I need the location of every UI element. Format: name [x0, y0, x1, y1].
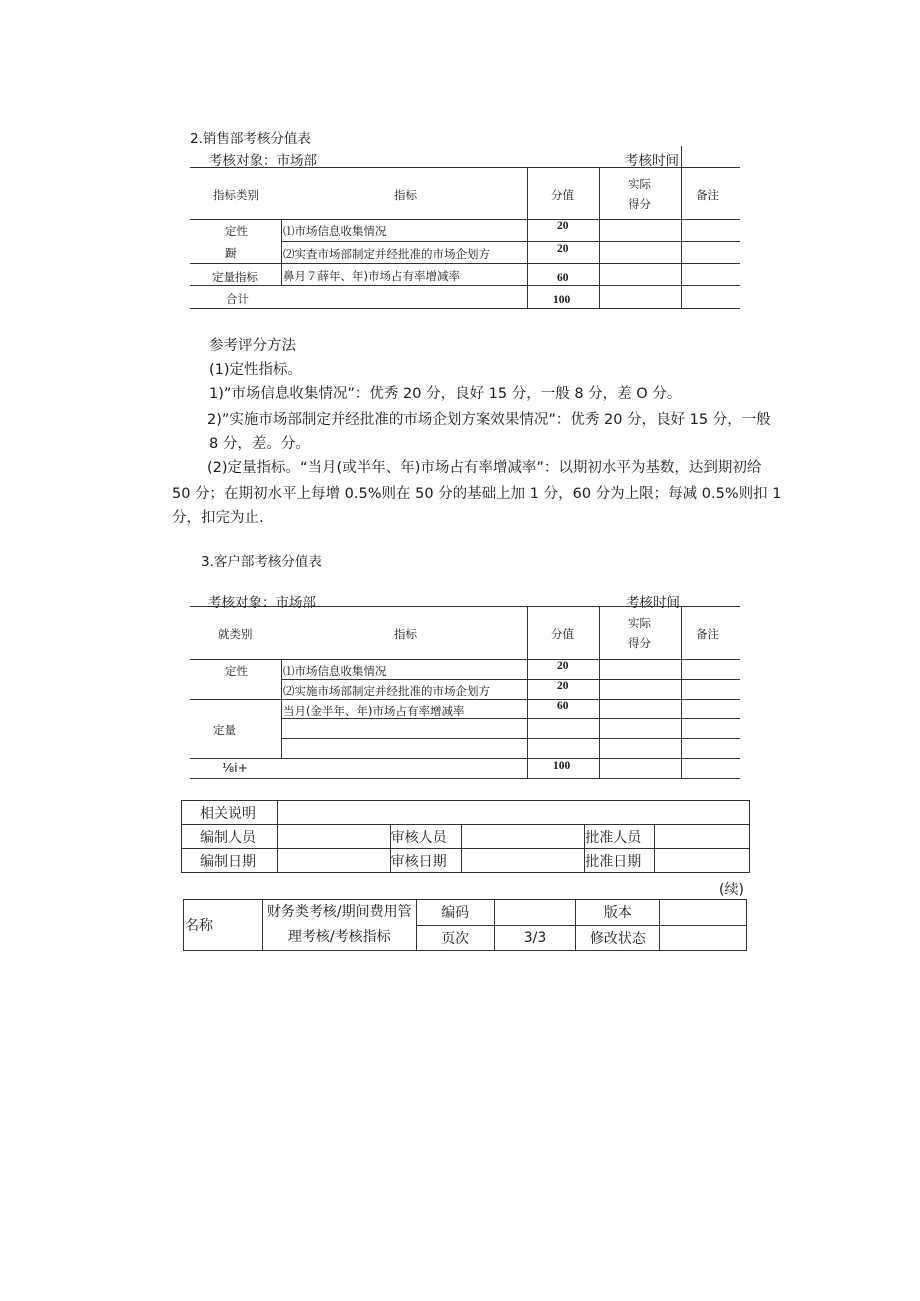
method-title: 参考评分方法: [209, 338, 296, 354]
client-header-note: 备注: [696, 627, 719, 641]
edit-date-label: 编制日期: [182, 849, 278, 873]
approver-label: 批准人员: [585, 825, 655, 849]
review-date-label: 审核日期: [390, 849, 461, 873]
approve-date-label: 批准日期: [585, 849, 655, 873]
related-value: [277, 801, 749, 825]
client-row1-score: 20: [557, 660, 569, 672]
reviewer-value: [461, 825, 585, 849]
method-line-4: 8 分，差。分。: [209, 436, 310, 452]
sales-header-indicator: 指标: [394, 188, 417, 202]
client-header-category: 就类别: [218, 627, 253, 641]
client-header-score: 分值: [551, 627, 574, 641]
client-header-indicator: 指标: [394, 627, 417, 641]
footer-table: [183, 899, 747, 951]
editor-value: [277, 825, 390, 849]
client-row1-category: 定性: [225, 664, 248, 678]
method-line-6: 50 分；在期初水平上每增 0.5%则在 50 分的基础上加 1 分，60 分为上限；每减 0.5%则扣 1: [172, 486, 782, 502]
method-line-5: (2)定量指标。“当月(或半年、年)市场占有率增减率”：以期初水平为基数，达到期初给: [207, 460, 762, 476]
sales-row1-indicator: ⑴市场信息收集情况: [283, 224, 387, 238]
reviewer-label: 审核人员: [390, 825, 461, 849]
approve-date-value: [655, 849, 750, 873]
sales-time-label: 考核时间: [625, 153, 679, 169]
edit-date-value: [277, 849, 390, 873]
sales-target: 考核对象：市场部: [209, 153, 317, 169]
sales-row1-score: 20: [557, 220, 569, 232]
sales-row3-category: 定量指标: [212, 270, 258, 284]
footer-code-label: 编码: [416, 900, 494, 926]
footer-description-line-1: 财务类考核/期间费用管: [266, 904, 412, 920]
client-row1-indicator: ⑴市场信息收集情况: [283, 664, 387, 678]
client-row2-score: 20: [557, 680, 569, 692]
method-line-1: (1)定性指标。: [209, 362, 303, 378]
method-line-7: 分，扣完为止.: [172, 510, 264, 526]
footer-code-value: [494, 900, 576, 926]
sales-header-score: 分值: [551, 188, 574, 202]
continued-label: (续): [719, 882, 744, 898]
sales-total-score: 100: [553, 294, 571, 306]
method-line-2: 1)”市场信息收集情况”：优秀 20 分，良好 15 分，一般 8 分，差 O 分。: [209, 386, 682, 402]
approver-value: [655, 825, 750, 849]
client-heading: 3.客户部考核分值表: [201, 554, 322, 570]
footer-description: [262, 900, 416, 951]
related-label: 相关说明: [182, 801, 278, 825]
footer-description-line-2: 理考核/考核指标: [287, 929, 391, 945]
footer-version-label: 版本: [576, 900, 660, 926]
sales-header-note: 备注: [696, 188, 719, 202]
sales-row2-category: 蹰: [225, 246, 237, 260]
client-total-label: ⅛i+: [222, 760, 249, 775]
sales-row2-indicator: ⑵实査市场部制定并经批准的市场企划方: [283, 247, 490, 261]
client-row3-category: 定量: [213, 723, 236, 737]
editor-label: 编制人员: [182, 825, 278, 849]
client-header-actual: 实际: [628, 616, 651, 630]
footer-version-value: [660, 900, 747, 926]
sales-heading: 2.销售部考核分值表: [190, 131, 311, 147]
client-total-score: 100: [553, 760, 571, 772]
method-line-3: 2)”实施市场部制定并经批准的市场企划方案效果情况”：优秀 20 分，良好 15 分，一般: [207, 412, 771, 428]
client-time-label: 考核时间: [626, 595, 680, 611]
footer-name-label: 名称: [184, 900, 263, 951]
sales-row1-category: 定性: [225, 224, 248, 238]
review-date-value: [461, 849, 585, 873]
client-row2-indicator: ⑵实施市场部制定并经批准的市场企划方: [283, 684, 490, 698]
client-header-actual-score: 得分: [628, 636, 651, 650]
signoff-table: [181, 800, 750, 873]
client-row3-indicator: 当月(金半年、年)市场占有率增减率: [283, 704, 465, 718]
client-row3-score: 60: [557, 700, 569, 712]
sales-header-actual: 实际: [628, 177, 651, 191]
sales-header-category: 指标类别: [213, 188, 259, 202]
footer-page-value: 3/3: [494, 925, 576, 951]
sales-row3-score: 60: [557, 272, 569, 284]
client-target: 考核对象：市场部: [208, 595, 316, 611]
sales-header-actual-score: 得分: [628, 197, 651, 211]
sales-row3-indicator: 鼻月７薛年、年)市场占有率增减率: [283, 269, 460, 283]
footer-status-value: [660, 925, 747, 951]
footer-page-label: 页次: [416, 925, 494, 951]
sales-row2-score: 20: [557, 243, 569, 255]
sales-total-label: 合计: [226, 292, 249, 306]
footer-status-label: 修改状态: [576, 925, 660, 951]
